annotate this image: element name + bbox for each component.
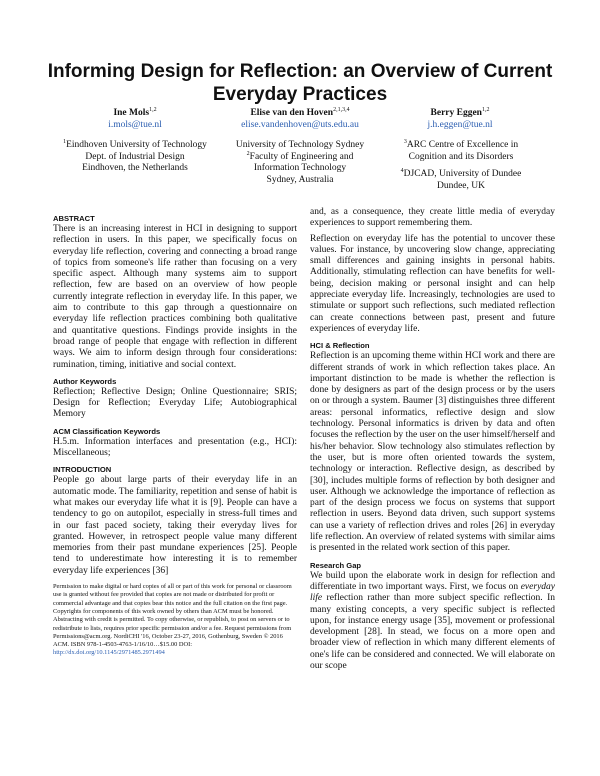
doi-link[interactable]: http://dx.doi.org/10.1145/2971485.2971494	[53, 649, 165, 657]
research-gap-part: We build upon the elaborate work in design for reflection and differentiate in two important ways. First, we focus on	[310, 570, 555, 592]
research-gap-heading: Research Gap	[310, 560, 362, 570]
paragraph: Reflection on everyday life has the potential to uncover these values. For instance, by uncovering slow change, appreciating small differences and gaining insights in personal habits. Additionally, stimulating reflection can have benefits for well-being, decision making or personal insight and can help appreciate everyday life. Increasingly, technologies are used to stimulate or support such reflections, such mediated reflection can create connections between past, present and future experiences of everyday life.	[310, 233, 555, 334]
affiliation-line: Eindhoven University of Technology	[66, 140, 207, 150]
author-name: Berry Eggen	[430, 108, 482, 118]
hci-reflection-heading: HCI & Reflection	[310, 341, 370, 351]
affiliation-line: Faculty of Engineering and	[249, 151, 354, 162]
author-name: Elise van den Hoven	[250, 108, 334, 118]
affiliation-sup: 2	[246, 150, 250, 157]
affiliation-sup: 1	[63, 138, 67, 145]
right-column	[310, 207, 555, 676]
affiliation-line: Cognition and its Disorders	[408, 151, 514, 162]
abstract-heading: ABSTRACT	[53, 214, 95, 223]
author-email[interactable]: elise.vandenhoven@uts.edu.au	[241, 119, 359, 130]
abstract-text: There is an increasing interest in HCI in designing to support reflection in users. In this paper, we specifically focus on everyday life reflection, covering and connecting a broad range of topics from someone's life rather than focusing on a very specific aspect. Although many systems aim to support reflection, few are based on an overview of how people currently integrate reflection in everyday life. In this paper, we aim to contribute to this gap through a questionnaire on everyday life reflection practices combining both qualitative and quantitative questions. Findings provide insights in the broad range of people that engage with reflection in different ways. We aim to inform design through four considerations: rumination, timing, initiative and social context.	[53, 224, 297, 370]
author-sup: 2,1,3,4	[333, 106, 350, 113]
affiliation-line: Information Technology	[253, 163, 347, 174]
affiliation-line: DJCAD, University of Dundee	[403, 169, 522, 180]
research-gap-text	[310, 571, 555, 673]
permission-notice	[53, 583, 297, 658]
acm-heading: ACM Classification Keywords	[53, 426, 161, 436]
affiliation-line: ARC Centre of Excellence in	[406, 140, 519, 150]
affiliation-line: University of Technology Sydney	[235, 140, 365, 150]
author-sup: 1,2	[149, 106, 157, 113]
affiliation-line: Eindhoven, the Netherlands	[82, 163, 188, 174]
affiliation-3	[386, 140, 536, 192]
introduction-text: People go about large parts of their everyday life in an automatic mode. The familiarity, repetition and sense of habit is what makes our everyday life what it is [9]. People can have a tendency to go on autopilot, especially in stress-full times and in our fast paced society, taking their everyday lives for granted. However, in retrospect people value many different memories from their past mundane experiences [25]. People tend to underestimate how interesting it is to remember everyday life experiences [36]	[53, 475, 297, 576]
affiliation-sup: 3	[403, 138, 407, 145]
research-gap-emphasis: everyday life	[310, 581, 555, 604]
author-name: Ine Mols	[113, 108, 150, 118]
author-2	[215, 108, 385, 132]
paragraph: and, as a consequence, they create little media of everyday experiences to support remembering them.	[310, 207, 555, 229]
keywords-text: Reflection; Reflective Design; Online Questionnaire; SRIS; Design for Reflection; Everyday Life; Autobiographical Memory	[53, 386, 297, 420]
acm-text: H.5.m. Information interfaces and presentation (e.g., HCI): Miscellaneous;	[53, 436, 297, 459]
keywords-heading: Author Keywords	[53, 376, 117, 386]
introduction-heading: INTRODUCTION	[53, 465, 112, 475]
author-3	[385, 108, 535, 132]
author-1	[60, 108, 210, 132]
affiliation-sup: 4	[400, 168, 404, 175]
permission-text: Permission to make digital or hard copies of all or part of this work for personal or classroom use is granted without fee provided that copies are not made or distributed for profit or commercial advantage and that copies bear this notice and the full citation on the first page. Copyrights for components of this work owned by others than ACM must be honored. Abstracting with credit is permitted. To copy otherwise, or republish, to post on servers or to redistribute to lists, requires prior specific permission and/or a fee. Request permissions from Permissions@acm.org. NordiCHI '16, October 23-27, 2016, Gothenburg, Sweden © 2016 ACM. ISBN 978-1-4503-4763-1/16/10…$15.00 DOI:	[53, 583, 292, 649]
author-email[interactable]: j.h.eggen@tue.nl	[427, 119, 493, 130]
paper-title: Informing Design for Reflection: an Overview of Current Everyday Practices	[47, 61, 553, 105]
affiliation-1	[55, 140, 215, 175]
author-sup: 1,2	[481, 106, 490, 113]
affiliation-2	[218, 140, 382, 186]
affiliation-line: Sydney, Australia	[266, 174, 334, 185]
research-gap-part: reflection rather than more subject specific reflection. In many existing concepts, a very specific subject is reflected upon, for instance energy usage [35], movement or professional development [28]. In stead, we focus on a more open and broader view of reflection in which many different elements of one's life can be considered and connected. We will elaborate on our scope	[310, 593, 555, 671]
hci-reflection-text: Reflection is an upcoming theme within HCI work and there are different strands of work in which reflection takes place. An important distinction to be made is whether the reflection is done by designers as part of the design process or by the users on or through a system. Baumer [3] distinguishes three different areas: personal informatics, reflective design and slow technology. Personal informatics is driven by data and often focuses the reflection by the user on the user himself/herself and his/her behavior. Slow technology also stimulates reflection by the user, but is more often oriented towards the system, technology or interaction. Reflective design, as described by [30], includes multiple forms of reflection by both designer and user. Although we acknowledge the importance of reflection as part of the design process we focus on systems that support reflection in users. Beyond data driven, such support systems can use a variety of reflection drives and roles [26] in everyday life reflection. An overview of related systems with similar aims is presented in the related work section of this paper.	[310, 351, 555, 554]
affiliation-line: Dundee, UK	[436, 180, 485, 191]
author-email[interactable]: i.mols@tue.nl	[108, 119, 162, 130]
left-column	[53, 212, 297, 658]
affiliation-line: Dept. of Industrial Design	[85, 151, 185, 162]
